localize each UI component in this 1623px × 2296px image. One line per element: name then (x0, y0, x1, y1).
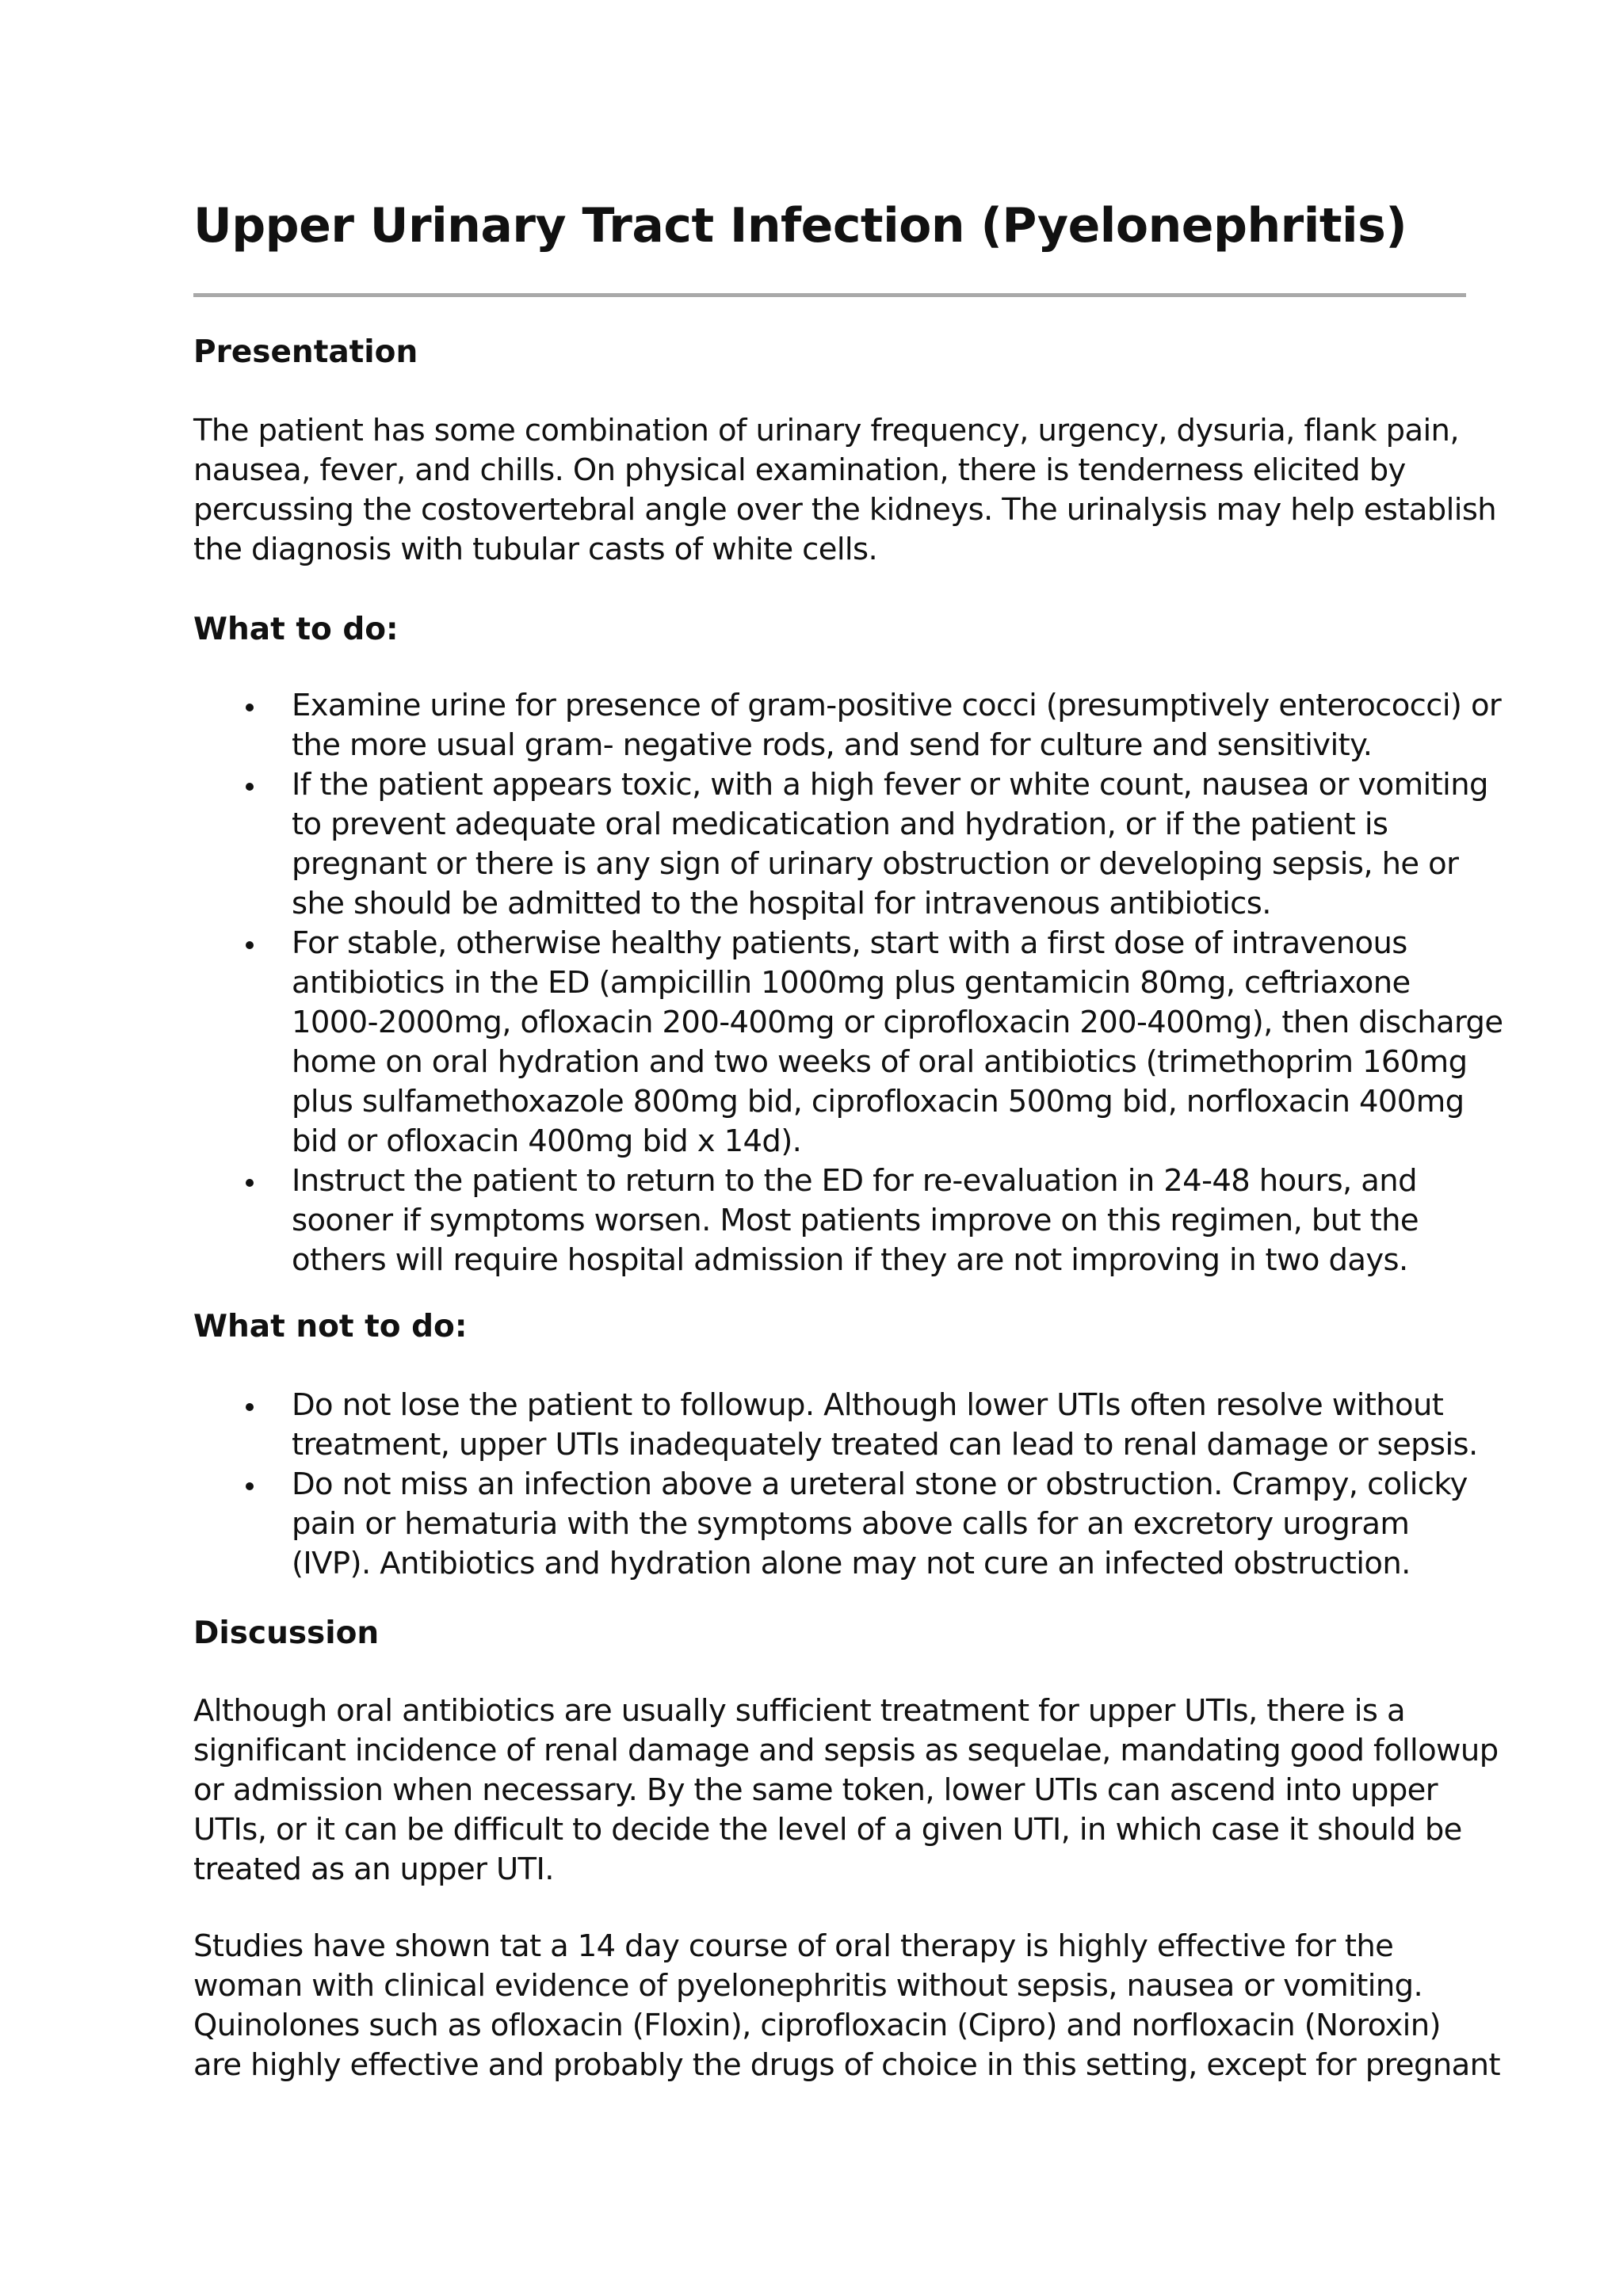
page-title: Upper Urinary Tract Infection (Pyelonephritis) (193, 198, 1407, 254)
paragraph-line: Although oral antibiotics are usually sufficient treatment for upper UTIs, there is a (193, 1693, 1405, 1729)
list-item-line: If the patient appears toxic, with a high fever or white count, nausea or vomiting (292, 767, 1488, 803)
list-item (193, 686, 1502, 765)
list-item-line: others will require hospital admission if they are not improving in two days. (292, 1242, 1408, 1278)
bullet-icon (246, 783, 254, 791)
list-item (193, 1386, 1493, 1465)
paragraph-line: percussing the costovertebral angle over the kidneys. The urinalysis may help establish (193, 492, 1497, 528)
paragraph-line: nausea, fever, and chills. On physical examination, there is tenderness elicited by (193, 452, 1406, 488)
paragraph-line: treated as an upper UTI. (193, 1852, 554, 1887)
title-divider (193, 293, 1466, 297)
what-not-to-do-heading: What not to do: (193, 1309, 468, 1344)
bullet-icon (246, 1179, 254, 1187)
discussion-heading: Discussion (193, 1615, 380, 1651)
list-item-line: For stable, otherwise healthy patients, start with a first dose of intravenous (292, 925, 1407, 961)
what-to-do-list (193, 686, 1503, 1280)
bullet-icon (246, 1403, 254, 1411)
list-item-line: home on oral hydration and two weeks of oral antibiotics (trimethoprim 160mg (292, 1044, 1468, 1080)
list-item (193, 1465, 1493, 1584)
paragraph-line: significant incidence of renal damage and sepsis as sequelae, mandating good followup (193, 1733, 1499, 1768)
paragraph-line: Quinolones such as ofloxacin (Floxin), ciprofloxacin (Cipro) and norfloxacin (Noroxin) (193, 2008, 1441, 2043)
list-item-line: sooner if symptoms worsen. Most patients improve on this regimen, but the (292, 1203, 1419, 1238)
paragraph-line: or admission when necessary. By the same token, lower UTIs can ascend into upper (193, 1772, 1438, 1808)
list-item-line: Examine urine for presence of gram-positive cocci (presumptively enterococci) or (292, 688, 1502, 723)
list-item-line: (IVP). Antibiotics and hydration alone may not cure an infected obstruction. (292, 1546, 1411, 1581)
list-item-line: Do not lose the patient to followup. Although lower UTIs often resolve without (292, 1387, 1444, 1423)
list-item (193, 924, 1503, 1161)
list-item-line: antibiotics in the ED (ampicillin 1000mg plus gentamicin 80mg, ceftriaxone (292, 965, 1411, 1001)
presentation-paragraph (193, 411, 1497, 570)
paragraph-line: UTIs, or it can be difficult to decide the level of a given UTI, in which case it should be (193, 1812, 1462, 1848)
what-to-do-heading: What to do: (193, 612, 399, 647)
list-item-line: Instruct the patient to return to the ED for re-evaluation in 24-48 hours, and (292, 1163, 1417, 1199)
paragraph-line: the diagnosis with tubular casts of white cells. (193, 532, 878, 567)
paragraph-line: are highly effective and probably the drugs of choice in this setting, except for pregnant (193, 2047, 1500, 2083)
list-item-line: the more usual gram- negative rods, and send for culture and sensitivity. (292, 727, 1373, 763)
list-item-line: pregnant or there is any sign of urinary obstruction or developing sepsis, he or (292, 846, 1459, 882)
discussion-paragraph-2 (193, 1927, 1500, 2085)
list-item (193, 1161, 1493, 1280)
bullet-icon (246, 704, 254, 711)
bullet-icon (246, 1482, 254, 1490)
list-item-line: 1000-2000mg, ofloxacin 200-400mg or ciprofloxacin 200-400mg), then discharge (292, 1005, 1503, 1040)
list-item (193, 765, 1493, 924)
list-item-line: plus sulfamethoxazole 800mg bid, ciprofloxacin 500mg bid, norfloxacin 400mg (292, 1084, 1465, 1119)
list-item-line: pain or hematuria with the symptoms above calls for an excretory urogram (292, 1506, 1410, 1542)
discussion-paragraph-1 (193, 1691, 1499, 1890)
list-item-line: treatment, upper UTIs inadequately treated can lead to renal damage or sepsis. (292, 1427, 1478, 1463)
bullet-icon (246, 941, 254, 949)
paragraph-line: woman with clinical evidence of pyelonephritis without sepsis, nausea or vomiting. (193, 1968, 1423, 2004)
list-item-line: Do not miss an infection above a ureteral stone or obstruction. Crampy, colicky (292, 1466, 1468, 1502)
presentation-heading: Presentation (193, 334, 418, 370)
list-item-line: she should be admitted to the hospital for intravenous antibiotics. (292, 886, 1271, 921)
paragraph-line: The patient has some combination of urinary frequency, urgency, dysuria, flank pain, (193, 413, 1459, 448)
what-not-to-do-list (193, 1386, 1493, 1584)
list-item-line: to prevent adequate oral medicatication and hydration, or if the patient is (292, 807, 1388, 842)
paragraph-line: Studies have shown tat a 14 day course of oral therapy is highly effective for the (193, 1928, 1394, 1964)
list-item-line: bid or ofloxacin 400mg bid x 14d). (292, 1123, 802, 1159)
